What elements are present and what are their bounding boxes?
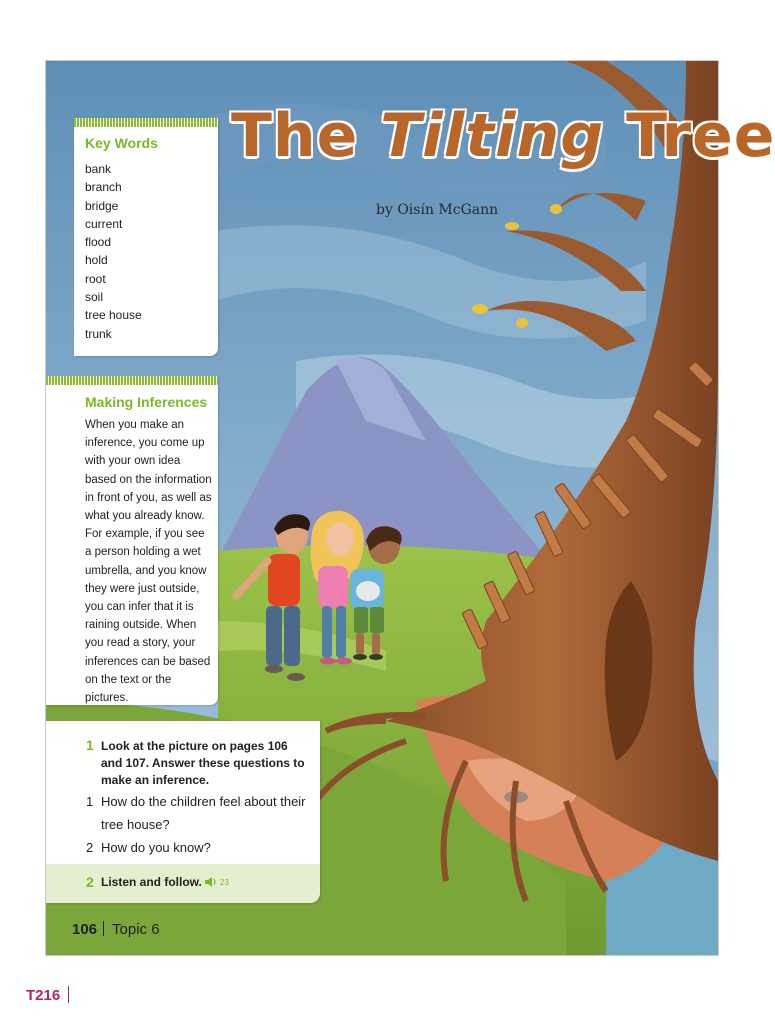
student-book-page — [46, 61, 775, 955]
activity-instruction: Look at the picture on pages 106 and 107. Answer these questions to make an inference. — [101, 739, 305, 787]
key-word: flood — [85, 235, 112, 250]
title-word-tree: Tree — [626, 101, 775, 171]
footer-divider — [103, 921, 104, 936]
key-word: branch — [85, 180, 122, 195]
box-stripe — [74, 118, 218, 127]
page-footer — [72, 921, 160, 938]
key-word: current — [85, 216, 123, 231]
listen-label: Listen and follow. — [101, 875, 202, 889]
activity-number: 2 — [86, 874, 94, 890]
key-words-list — [85, 160, 142, 343]
key-word: bank — [85, 162, 112, 176]
author-line: by Oisín McGann — [376, 202, 499, 218]
key-words-heading: Key Words — [85, 135, 158, 151]
activity-number: 1 — [86, 737, 94, 753]
title-word-tilting: Tilting — [380, 101, 605, 171]
teacher-page-label: T216 — [26, 987, 61, 1004]
audio-track-number: 23 — [220, 877, 229, 887]
question-number: 1 — [86, 794, 94, 809]
topic-label: Topic 6 — [112, 921, 160, 938]
activity-box — [46, 721, 320, 903]
story-title — [231, 101, 775, 171]
speaker-icon — [204, 876, 218, 888]
teacher-page-divider — [68, 986, 69, 1003]
key-word: trunk — [85, 326, 112, 341]
making-inferences-box — [46, 376, 218, 705]
audio-button[interactable] — [204, 876, 229, 888]
title-word-the: The — [231, 101, 359, 171]
question-text: How do you know? — [101, 840, 211, 855]
key-word: tree house — [85, 308, 142, 323]
page-number: 106 — [72, 921, 98, 938]
key-word: soil — [85, 290, 104, 305]
making-inferences-heading: Making Inferences — [85, 394, 208, 410]
key-words-box — [74, 118, 218, 356]
teacher-page-number — [26, 986, 69, 1004]
making-inferences-text: When you make an inference, you come up with your own idea based on the information in front of you, as well as what you already know. For example, if you see a person holding a wet umbrella, and you know they were just outside, you can infer that it is raining outside. When you read a story, your inferences can be based on the text or the pictures. — [85, 419, 212, 705]
key-word: bridge — [85, 198, 119, 213]
box-stripe — [46, 376, 218, 385]
key-word: hold — [85, 253, 108, 268]
listen-row — [46, 864, 320, 903]
question-number: 2 — [86, 840, 94, 855]
key-word: root — [85, 271, 106, 286]
question-text: How do the children feel about their tree house? — [101, 794, 306, 832]
